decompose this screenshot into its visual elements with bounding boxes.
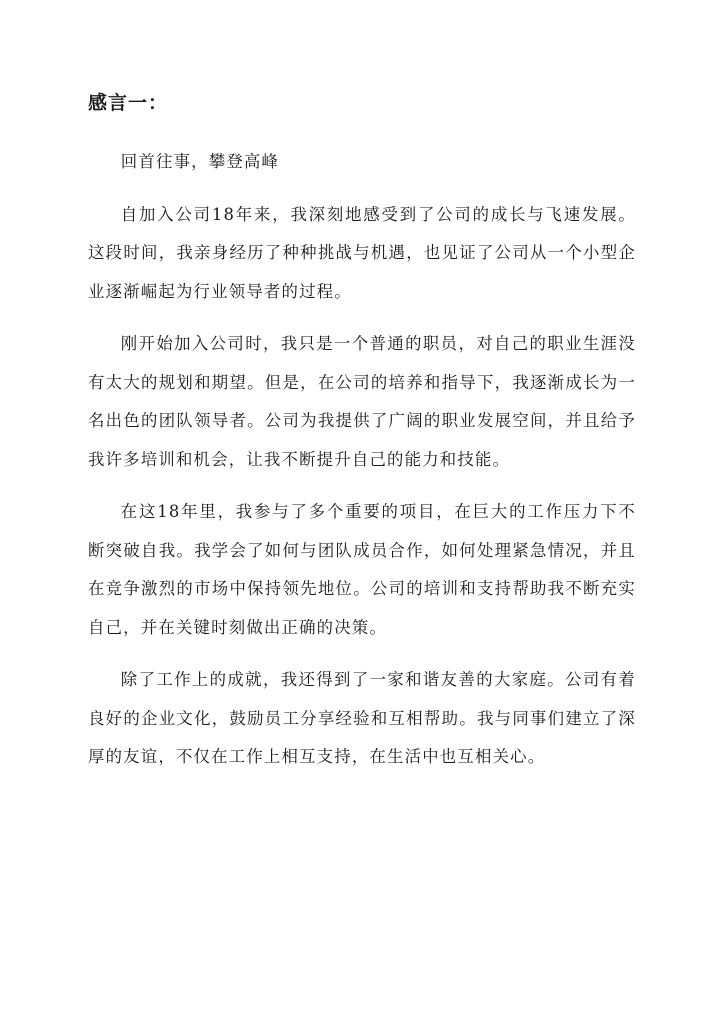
section-heading: 感言一： [88,92,169,114]
paragraph-3: 在这18年里，我参与了多个重要的项目，在巨大的工作压力下不断突破自我。我学会了如何与团队成员合作，如何处理紧急情况，并且在竞争激烈的市场中保持领先地位。公司的培训和支持帮助我不断充实自己，并在关键时刻做出正确的决策。 [88,502,636,637]
document-body [88,143,636,791]
paragraph-subtitle: 回首往事，攀登高峰 [120,152,280,171]
paragraph-4: 除了工作上的成就，我还得到了一家和谐友善的大家庭。公司有着良好的企业文化，鼓励员工分享经验和互相帮助。我与同事们建立了深厚的友谊，不仅在工作上相互支持，在生活中也互相关心。 [88,670,636,766]
paragraph-2: 刚开始加入公司时，我只是一个普通的职员，对自己的职业生涯没有太大的规划和期望。但是，在公司的培养和指导下，我逐渐成长为一名出色的团队领导者。公司为我提供了广阔的职业发展空间，并且给予我许多培训和机会，让我不断提升自己的能力和技能。 [88,334,636,469]
paragraph-1: 自加入公司18年来，我深刻地感受到了公司的成长与飞速发展。这段时间，我亲身经历了种种挑战与机遇，也见证了公司从一个小型企业逐渐崛起为行业领导者的过程。 [88,204,636,301]
